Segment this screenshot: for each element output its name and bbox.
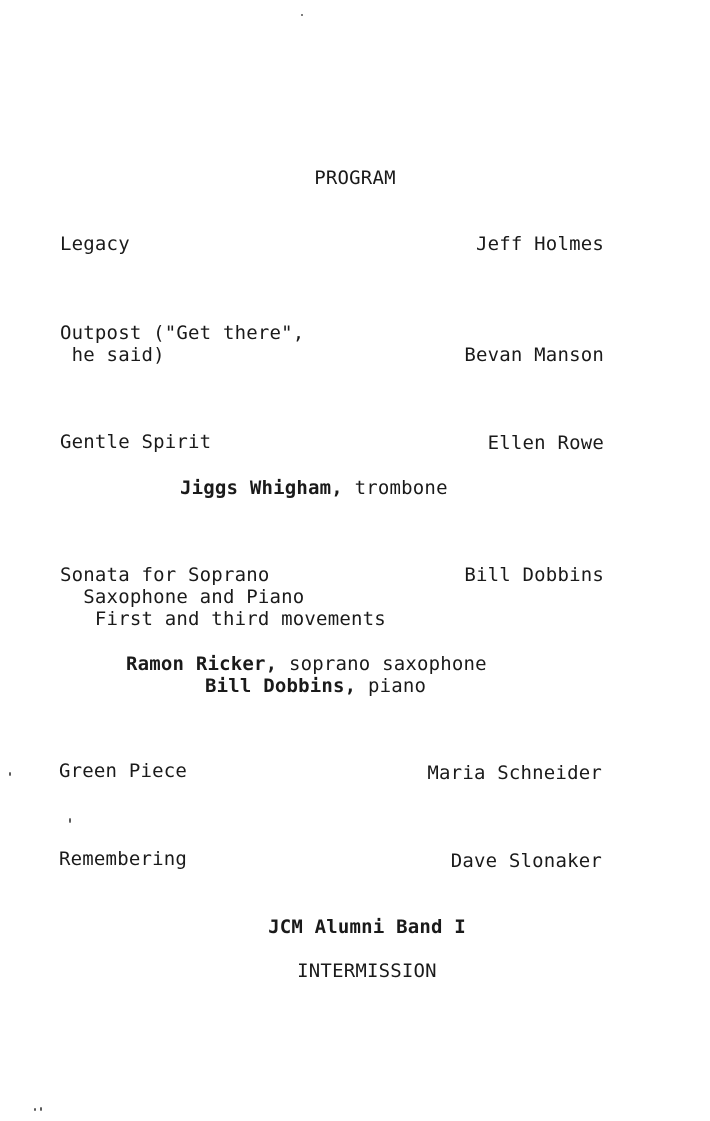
- scan-speck: [40, 1107, 42, 1111]
- soloist-ramon-ricker: [126, 653, 487, 675]
- soloist-bill-dobbins: [205, 675, 426, 697]
- soloist-instrument: soprano saxophone: [277, 653, 487, 675]
- soloist-instrument: piano: [356, 675, 427, 697]
- program-heading: PROGRAM: [314, 167, 396, 189]
- soloist-jiggs-whigham: [180, 477, 448, 499]
- scan-speck: [34, 1108, 36, 1111]
- soloist-instrument: trombone: [342, 477, 448, 499]
- composer-dave-slonaker: Dave Slonaker: [450, 850, 602, 872]
- soloist-name: Bill Dobbins,: [205, 675, 357, 697]
- soloist-name: Jiggs Whigham,: [180, 477, 343, 499]
- scan-speck: [9, 772, 11, 776]
- piece-title-sonata-line2: Saxophone and Piano: [60, 586, 305, 608]
- piece-title-green-piece: Green Piece: [59, 760, 188, 782]
- composer-bevan-manson: Bevan Manson: [464, 344, 604, 366]
- piece-title-outpost-line2: he said): [60, 344, 165, 366]
- scan-speck: [301, 14, 303, 16]
- piece-title-sonata-line1: Sonata for Soprano: [60, 564, 270, 586]
- piece-title-sonata-line3: First and third movements: [60, 608, 386, 630]
- piece-title-legacy: Legacy: [60, 233, 130, 255]
- piece-title-outpost-line1: Outpost ("Get there",: [60, 322, 305, 344]
- composer-maria-schneider: Maria Schneider: [427, 762, 602, 784]
- composer-jeff-holmes: Jeff Holmes: [475, 233, 604, 255]
- scan-speck: [69, 818, 71, 823]
- piece-title-remembering: Remembering: [59, 848, 188, 870]
- composer-bill-dobbins: Bill Dobbins: [464, 564, 604, 586]
- soloist-name: Ramon Ricker,: [126, 653, 278, 675]
- intermission-label: INTERMISSION: [297, 960, 437, 982]
- ensemble-name: JCM Alumni Band I: [268, 916, 466, 938]
- composer-ellen-rowe: Ellen Rowe: [487, 432, 604, 454]
- piece-title-gentle-spirit: Gentle Spirit: [60, 431, 212, 453]
